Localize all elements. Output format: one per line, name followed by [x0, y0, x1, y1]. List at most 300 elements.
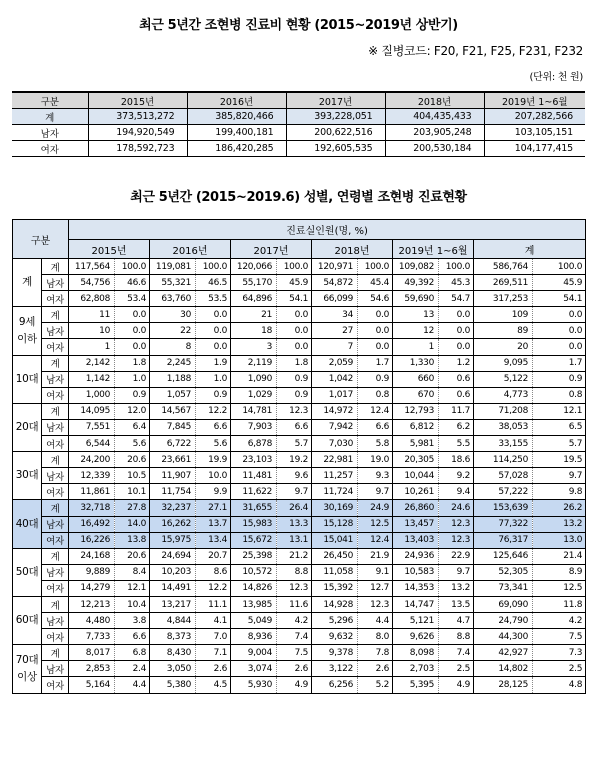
- patient-percent: 0.9: [196, 387, 231, 403]
- patient-count: 16,226: [69, 532, 115, 548]
- cost-value: 199,400,181: [187, 125, 286, 141]
- table-row: [13, 323, 586, 339]
- age-group-label: 20대: [13, 403, 42, 451]
- table-row: [13, 452, 586, 468]
- cost-table-header: [12, 92, 585, 109]
- patient-percent: 12.0: [115, 403, 150, 419]
- year-header: 2019년 1~6월: [393, 240, 474, 259]
- patient-percent: 45.3: [439, 275, 474, 291]
- patient-count: 14,928: [312, 596, 358, 612]
- patient-count: 7,551: [69, 419, 115, 435]
- patient-percent: 7.4: [277, 629, 312, 645]
- patient-percent: 0.0: [115, 307, 150, 323]
- patient-count: 10,572: [231, 564, 277, 580]
- cost-value: 104,177,415: [484, 141, 585, 157]
- patient-percent: 53.5: [196, 291, 231, 307]
- patient-count: 6,878: [231, 436, 277, 452]
- patient-count: 11,257: [312, 468, 358, 484]
- patient-percent: 12.3: [277, 403, 312, 419]
- patient-count: 7,942: [312, 419, 358, 435]
- patient-count: 69,090: [474, 596, 533, 612]
- patient-percent: 9.7: [533, 468, 586, 484]
- patient-count: 1,188: [150, 371, 196, 387]
- patient-percent: 6.5: [533, 419, 586, 435]
- patient-count: 117,564: [69, 259, 115, 275]
- patient-count: 660: [393, 371, 439, 387]
- header-cell: 2017년: [286, 92, 385, 109]
- patient-percent: 11.1: [196, 596, 231, 612]
- patient-percent: 0.0: [196, 339, 231, 355]
- patient-count: 13,985: [231, 596, 277, 612]
- sex-label: 여자: [42, 339, 69, 355]
- year-header-row: [13, 240, 586, 259]
- patient-percent: 54.7: [439, 291, 474, 307]
- patient-percent: 0.0: [439, 323, 474, 339]
- patient-count: 114,250: [474, 452, 533, 468]
- patient-count: 42,927: [474, 645, 533, 661]
- patient-percent: 13.8: [115, 532, 150, 548]
- patient-percent: 4.2: [533, 613, 586, 629]
- table-row: [13, 259, 586, 275]
- patient-percent: 10.5: [115, 468, 150, 484]
- patient-count: 20,305: [393, 452, 439, 468]
- patient-percent: 4.1: [196, 613, 231, 629]
- patient-count: 55,170: [231, 275, 277, 291]
- patient-percent: 14.0: [115, 516, 150, 532]
- cost-row: [12, 141, 585, 157]
- patient-count: 12,793: [393, 403, 439, 419]
- patient-count: 27: [312, 323, 358, 339]
- patient-count: 1: [393, 339, 439, 355]
- patient-percent: 12.3: [439, 516, 474, 532]
- patient-count: 1,330: [393, 355, 439, 371]
- patient-percent: 8.6: [196, 564, 231, 580]
- patient-count: 23,661: [150, 452, 196, 468]
- patient-count: 120,971: [312, 259, 358, 275]
- header-cell: 2018년: [385, 92, 484, 109]
- sex-label: 남자: [42, 419, 69, 435]
- patient-percent: 20.6: [115, 548, 150, 564]
- patient-count: 2,142: [69, 355, 115, 371]
- cost-value: 404,435,433: [385, 109, 484, 125]
- patient-count: 76,317: [474, 532, 533, 548]
- patient-percent: 0.0: [439, 339, 474, 355]
- sex-label: 남자: [42, 661, 69, 677]
- patient-count: 4,844: [150, 613, 196, 629]
- patient-count: 24,790: [474, 613, 533, 629]
- patient-percent: 4.9: [439, 677, 474, 693]
- patient-percent: 0.9: [277, 371, 312, 387]
- patient-count: 13,403: [393, 532, 439, 548]
- patient-count: 77,322: [474, 516, 533, 532]
- sex-label: 계: [42, 548, 69, 564]
- patient-percent: 10.0: [196, 468, 231, 484]
- patient-count: 11,861: [69, 484, 115, 500]
- cost-table-title: 최근 5년간 조현병 진료비 현황 (2015~2019년 상반기): [139, 18, 458, 33]
- patient-percent: 0.0: [115, 323, 150, 339]
- patient-count: 5,981: [393, 436, 439, 452]
- patient-count: 62,808: [69, 291, 115, 307]
- cost-table: [12, 91, 585, 157]
- year-header: 2016년: [150, 240, 231, 259]
- age-group-label: 50대: [13, 548, 42, 596]
- disease-code-note: ※ 질병코드: F20, F21, F25, F231, F232: [368, 44, 583, 58]
- patient-percent: 0.0: [196, 307, 231, 323]
- patient-percent: 54.1: [277, 291, 312, 307]
- patient-percent: 4.5: [196, 677, 231, 693]
- patient-percent: 5.5: [439, 436, 474, 452]
- year-header: 2015년: [69, 240, 150, 259]
- patient-count: 24,168: [69, 548, 115, 564]
- sex-label: 계: [42, 355, 69, 371]
- age-group-label: 9세 이하: [13, 307, 42, 355]
- patient-count: 1,029: [231, 387, 277, 403]
- patient-count: 4,480: [69, 613, 115, 629]
- patient-percent: 27.1: [196, 500, 231, 516]
- year-header: 2018년: [312, 240, 393, 259]
- patient-count: 7: [312, 339, 358, 355]
- cost-value: 200,622,516: [286, 125, 385, 141]
- patient-count: 8,430: [150, 645, 196, 661]
- patient-percent: 11.7: [439, 403, 474, 419]
- sex-label: 여자: [42, 484, 69, 500]
- patient-percent: 12.2: [196, 403, 231, 419]
- patient-percent: 13.4: [196, 532, 231, 548]
- patient-percent: 9.1: [358, 564, 393, 580]
- patient-percent: 46.5: [196, 275, 231, 291]
- cost-value: 373,513,272: [88, 109, 187, 125]
- patient-count: 22: [150, 323, 196, 339]
- patient-percent: 0.0: [358, 339, 393, 355]
- patient-percent: 12.4: [358, 532, 393, 548]
- patient-percent: 100.0: [115, 259, 150, 275]
- patient-count: 55,321: [150, 275, 196, 291]
- patient-percent: 24.9: [358, 500, 393, 516]
- sex-label: 여자: [42, 291, 69, 307]
- sex-label: 남자: [42, 564, 69, 580]
- patient-count: 24,694: [150, 548, 196, 564]
- patient-percent: 0.0: [115, 339, 150, 355]
- table-row: [13, 677, 586, 693]
- patient-percent: 8.4: [115, 564, 150, 580]
- patient-percent: 12.3: [439, 532, 474, 548]
- patient-percent: 7.4: [439, 645, 474, 661]
- cost-row: [12, 109, 585, 125]
- patient-count: 3,122: [312, 661, 358, 677]
- patient-count: 14,781: [231, 403, 277, 419]
- patient-percent: 9.7: [439, 564, 474, 580]
- patient-percent: 100.0: [196, 259, 231, 275]
- table-row: [13, 613, 586, 629]
- sex-label: 계: [42, 403, 69, 419]
- sex-label: 계: [42, 645, 69, 661]
- patient-count: 6,722: [150, 436, 196, 452]
- patient-count: 14,491: [150, 580, 196, 596]
- patient-count: 59,690: [393, 291, 439, 307]
- patient-count: 2,119: [231, 355, 277, 371]
- patient-count: 7,733: [69, 629, 115, 645]
- patient-percent: 2.6: [196, 661, 231, 677]
- patient-percent: 12.2: [196, 580, 231, 596]
- table-row: [13, 291, 586, 307]
- patient-percent: 7.3: [533, 645, 586, 661]
- patient-count: 11,907: [150, 468, 196, 484]
- patient-count: 57,028: [474, 468, 533, 484]
- patient-percent: 100.0: [358, 259, 393, 275]
- patient-count: 14,279: [69, 580, 115, 596]
- age-group-label: 70대 이상: [13, 645, 42, 693]
- patient-percent: 45.9: [533, 275, 586, 291]
- patient-percent: 0.9: [277, 387, 312, 403]
- age-group-label: 60대: [13, 596, 42, 644]
- patient-count: 49,392: [393, 275, 439, 291]
- patient-percent: 5.6: [196, 436, 231, 452]
- patient-count: 5,380: [150, 677, 196, 693]
- patient-percent: 7.8: [358, 645, 393, 661]
- patient-count: 23,103: [231, 452, 277, 468]
- table-row: [13, 436, 586, 452]
- patient-count: 269,511: [474, 275, 533, 291]
- cost-value: 103,105,151: [484, 125, 585, 141]
- patient-count: 11,058: [312, 564, 358, 580]
- patient-percent: 54.1: [533, 291, 586, 307]
- patient-percent: 5.7: [277, 436, 312, 452]
- patient-count: 5,049: [231, 613, 277, 629]
- sex-label: 계: [42, 259, 69, 275]
- patient-count: 1,017: [312, 387, 358, 403]
- sex-label: 계: [42, 307, 69, 323]
- patient-count: 15,672: [231, 532, 277, 548]
- patient-percent: 10.4: [115, 596, 150, 612]
- patient-percent: 9.7: [358, 484, 393, 500]
- patient-count: 33,155: [474, 436, 533, 452]
- patient-count: 5,930: [231, 677, 277, 693]
- sex-label: 계: [42, 452, 69, 468]
- patient-count: 1,090: [231, 371, 277, 387]
- patient-percent: 12.1: [533, 403, 586, 419]
- cost-value: 186,420,285: [187, 141, 286, 157]
- patient-count: 73,341: [474, 580, 533, 596]
- patient-percent: 21.4: [533, 548, 586, 564]
- patient-percent: 1.8: [277, 355, 312, 371]
- row-label: 계: [12, 109, 88, 125]
- patient-percent: 0.6: [439, 371, 474, 387]
- cost-value: 192,605,535: [286, 141, 385, 157]
- patient-count: 586,764: [474, 259, 533, 275]
- patient-count: 22,981: [312, 452, 358, 468]
- patient-count: 2,059: [312, 355, 358, 371]
- table-row: [13, 532, 586, 548]
- patient-percent: 2.6: [358, 661, 393, 677]
- table-row: [13, 645, 586, 661]
- super-header: 진료실인원(명, %): [69, 220, 586, 240]
- patient-percent: 4.4: [358, 613, 393, 629]
- patient-percent: 1.7: [533, 355, 586, 371]
- cost-value: 194,920,549: [88, 125, 187, 141]
- patient-count: 54,872: [312, 275, 358, 291]
- patient-percent: 4.4: [115, 677, 150, 693]
- patient-percent: 7.0: [196, 629, 231, 645]
- patients-table-title: 최근 5년간 (2015~2019.6) 성별, 연령별 조현병 진료현황: [130, 190, 467, 205]
- table-row: [13, 387, 586, 403]
- patient-percent: 6.6: [115, 629, 150, 645]
- patient-percent: 9.3: [358, 468, 393, 484]
- patient-count: 14,802: [474, 661, 533, 677]
- patient-percent: 1.8: [115, 355, 150, 371]
- cost-value: 207,282,566: [484, 109, 585, 125]
- cost-value: 178,592,723: [88, 141, 187, 157]
- table-row: [13, 419, 586, 435]
- sex-label: 여자: [42, 436, 69, 452]
- patient-percent: 26.4: [277, 500, 312, 516]
- patient-count: 31,655: [231, 500, 277, 516]
- patient-percent: 12.4: [358, 403, 393, 419]
- patient-count: 38,053: [474, 419, 533, 435]
- patient-count: 20: [474, 339, 533, 355]
- patient-count: 1,042: [312, 371, 358, 387]
- patient-count: 16,492: [69, 516, 115, 532]
- patient-percent: 4.7: [439, 613, 474, 629]
- unit-note: (단위: 천 원): [529, 72, 583, 83]
- patient-percent: 13.2: [439, 580, 474, 596]
- patient-count: 2,703: [393, 661, 439, 677]
- patient-percent: 8.8: [277, 564, 312, 580]
- patient-percent: 6.6: [358, 419, 393, 435]
- patient-percent: 8.8: [439, 629, 474, 645]
- patient-percent: 19.0: [358, 452, 393, 468]
- patient-count: 3,074: [231, 661, 277, 677]
- patient-count: 30,169: [312, 500, 358, 516]
- patient-percent: 12.1: [115, 580, 150, 596]
- patient-count: 109: [474, 307, 533, 323]
- patient-percent: 4.8: [533, 677, 586, 693]
- patient-percent: 19.9: [196, 452, 231, 468]
- patient-count: 7,030: [312, 436, 358, 452]
- patient-count: 9,095: [474, 355, 533, 371]
- patients-table-header: [13, 220, 586, 240]
- patient-percent: 0.0: [358, 307, 393, 323]
- table-row: [13, 629, 586, 645]
- table-row: [13, 484, 586, 500]
- patient-percent: 22.9: [439, 548, 474, 564]
- patient-count: 5,164: [69, 677, 115, 693]
- table-row: [13, 516, 586, 532]
- patient-percent: 0.0: [533, 323, 586, 339]
- sex-label: 남자: [42, 323, 69, 339]
- patient-count: 14,353: [393, 580, 439, 596]
- patient-count: 12,213: [69, 596, 115, 612]
- sex-label: 여자: [42, 580, 69, 596]
- patient-percent: 0.0: [358, 323, 393, 339]
- patient-count: 32,237: [150, 500, 196, 516]
- patient-percent: 19.2: [277, 452, 312, 468]
- patient-percent: 6.6: [196, 419, 231, 435]
- patient-count: 10,261: [393, 484, 439, 500]
- patient-percent: 46.6: [115, 275, 150, 291]
- patient-percent: 2.5: [533, 661, 586, 677]
- table-row: [13, 500, 586, 516]
- patient-percent: 5.8: [358, 436, 393, 452]
- table-row: [13, 468, 586, 484]
- patient-count: 9,632: [312, 629, 358, 645]
- table-row: [13, 275, 586, 291]
- sex-label: 남자: [42, 468, 69, 484]
- patient-count: 9,378: [312, 645, 358, 661]
- patient-count: 5,121: [393, 613, 439, 629]
- patient-count: 10,203: [150, 564, 196, 580]
- patient-percent: 45.9: [277, 275, 312, 291]
- table-row: [13, 403, 586, 419]
- patient-count: 25,398: [231, 548, 277, 564]
- sex-label: 남자: [42, 613, 69, 629]
- patient-percent: 53.4: [115, 291, 150, 307]
- patient-count: 119,081: [150, 259, 196, 275]
- cost-value: 385,820,466: [187, 109, 286, 125]
- sex-label: 남자: [42, 371, 69, 387]
- patient-count: 34: [312, 307, 358, 323]
- patient-count: 11,724: [312, 484, 358, 500]
- patient-percent: 5.6: [115, 436, 150, 452]
- sex-label: 여자: [42, 677, 69, 693]
- patient-percent: 45.4: [358, 275, 393, 291]
- patient-percent: 5.2: [358, 677, 393, 693]
- patient-count: 89: [474, 323, 533, 339]
- patient-count: 9,626: [393, 629, 439, 645]
- patient-percent: 26.2: [533, 500, 586, 516]
- patient-percent: 24.6: [439, 500, 474, 516]
- patient-percent: 18.6: [439, 452, 474, 468]
- patient-percent: 13.7: [196, 516, 231, 532]
- patient-percent: 10.1: [115, 484, 150, 500]
- patient-percent: 9.7: [277, 484, 312, 500]
- patient-count: 14,747: [393, 596, 439, 612]
- table-row: [13, 307, 586, 323]
- patient-percent: 6.8: [115, 645, 150, 661]
- cost-row: [12, 125, 585, 141]
- patient-count: 24,936: [393, 548, 439, 564]
- age-group-label: 40대: [13, 500, 42, 548]
- sex-label: 계: [42, 596, 69, 612]
- age-group-label: 계: [13, 259, 42, 307]
- patient-count: 109,082: [393, 259, 439, 275]
- patient-percent: 0.0: [277, 307, 312, 323]
- age-group-label: 30대: [13, 452, 42, 500]
- patient-count: 3,050: [150, 661, 196, 677]
- patient-count: 12: [393, 323, 439, 339]
- table-row: [13, 339, 586, 355]
- patient-count: 1: [69, 339, 115, 355]
- table-row: [13, 371, 586, 387]
- patient-percent: 12.3: [277, 580, 312, 596]
- sex-label: 계: [42, 500, 69, 516]
- patient-count: 54,756: [69, 275, 115, 291]
- patient-percent: 7.5: [533, 629, 586, 645]
- patient-percent: 0.9: [358, 371, 393, 387]
- patient-percent: 12.5: [358, 516, 393, 532]
- patient-count: 15,392: [312, 580, 358, 596]
- patient-count: 5,296: [312, 613, 358, 629]
- patient-percent: 4.9: [277, 677, 312, 693]
- patient-count: 15,128: [312, 516, 358, 532]
- patient-count: 66,099: [312, 291, 358, 307]
- patient-percent: 0.8: [533, 387, 586, 403]
- sex-label: 남자: [42, 275, 69, 291]
- patient-percent: 2.6: [277, 661, 312, 677]
- patient-percent: 0.8: [358, 387, 393, 403]
- patients-table: [12, 219, 586, 694]
- patient-count: 16,262: [150, 516, 196, 532]
- patient-percent: 8.0: [358, 629, 393, 645]
